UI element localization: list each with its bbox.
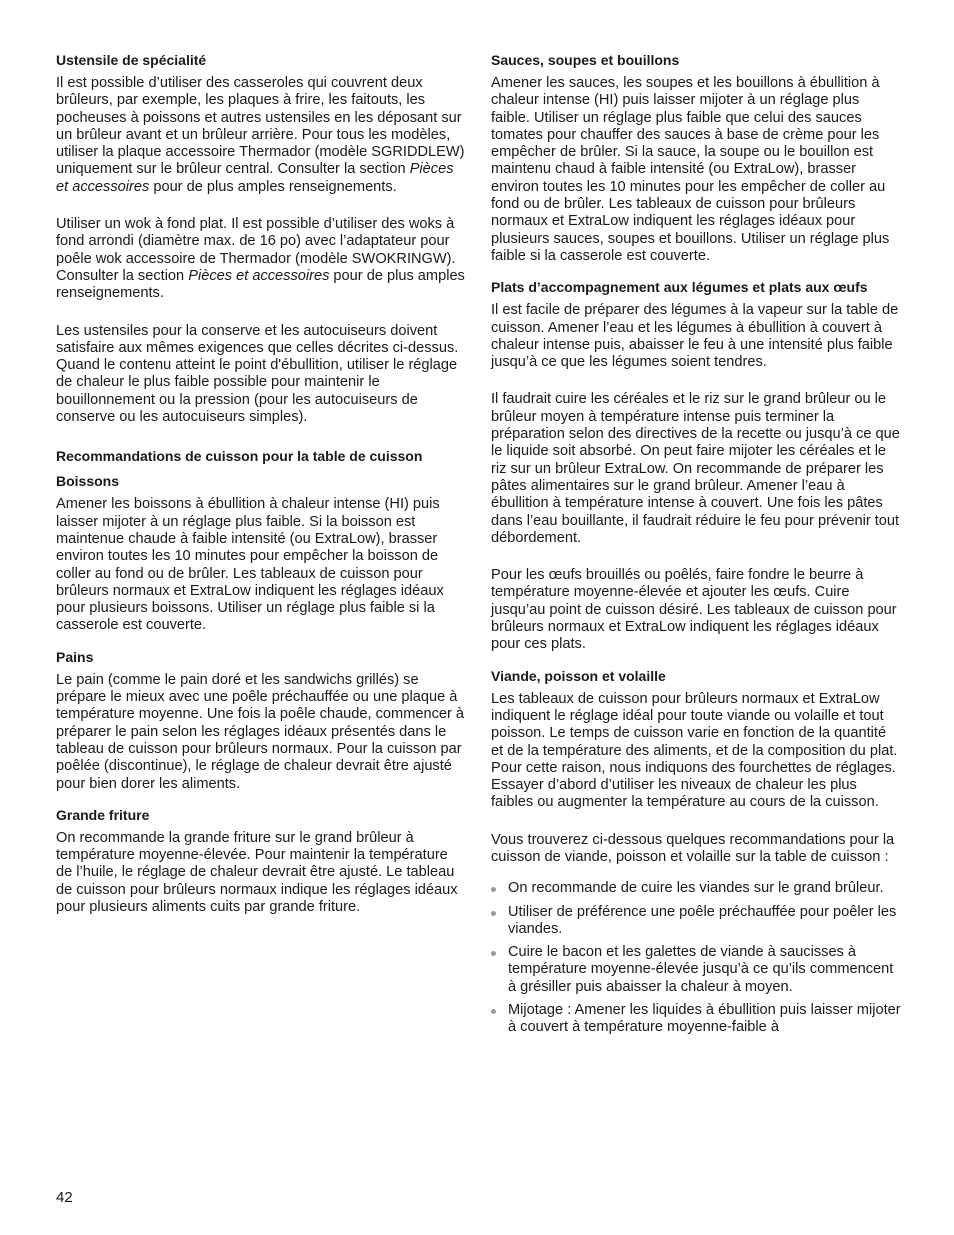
right-column: [491, 52, 901, 1043]
subsection-heading-friture: Grande friture: [56, 806, 150, 823]
section-heading-recommandations: Recommandations de cuisson pour la table de cuisson: [56, 448, 423, 465]
section-reference: Pièces et accessoires: [56, 161, 454, 195]
paragraph-sauces: Amener les sauces, les soupes et les bouillons à ébullition à chaleur intense (HI) puis laisser mijoter à un réglage plus faible. Utiliser un réglage plus faible que celui des sauces tomates pour chauffer des sauces à base de crème pour les empêcher de brûler. Si la sauce, la soupe ou le bouillon est maintenu chaud à faible intensité (ou ExtraLow), brasser environ toutes les 10 minutes pour les empêcher de coller au fond ou de brûler. Les tableaux de cuisson pour brûleurs normaux et ExtraLow indiquent les réglages idéaux pour plusieurs sauces, soupes et bouillons. Utiliser un réglage plus faible si la casserole est couverte.: [491, 75, 890, 264]
list-item-text: Cuire le bacon et les galettes de viande à saucisses à température moyenne-élevée jusqu’à ce qu’ils commencent à grésiller puis abaisser la chaleur à moyen.: [508, 944, 894, 995]
bullet-icon: [491, 1009, 496, 1014]
text-run: pour de plus amples renseignements.: [56, 267, 465, 302]
subsection-heading-plats: Plats d’accompagnement aux légumes et plats aux œufs: [491, 279, 868, 296]
paragraph-friture: On recommande la grande friture sur le grand brûleur à température moyenne-élevée. Pour maintenir la température de l’huile, le réglage de chaleur devrait être ajusté. Le tableau de cuisson pour brûleurs normaux indique les réglages idéaux pour plusieurs aliments cuits par grande friture.: [56, 829, 458, 915]
paragraph-plats-oeufs: Pour les œufs brouillés ou poêlés, faire fondre le beurre à température moyenne-élevée et ajouter les œufs. Cuire jusqu’au point de cuisson désiré. Les tableaux de cuisson pour brûleurs normaux et ExtraLow indiquent les réglages idéaux pour ces plats.: [491, 567, 897, 653]
section-reference: Pièces et accessoires: [188, 267, 330, 284]
list-item: [491, 1002, 901, 1037]
subsection-heading-sauces: Sauces, soupes et bouillons: [491, 52, 680, 68]
paragraph-viande-recommandations: Vous trouverez ci-dessous quelques recommandations pour la cuisson de viande, poisson et volaille sur la table de cuisson :: [491, 831, 895, 865]
list-item-text: On recommande de cuire les viandes sur le grand brûleur.: [508, 880, 884, 897]
left-column: [56, 52, 466, 936]
bullet-icon: [491, 911, 496, 916]
viande-bullet-list: [491, 880, 901, 1036]
list-item-text: Utiliser de préférence une poêle préchauffée pour poêler les viandes.: [508, 903, 897, 937]
bullet-icon: [491, 951, 496, 956]
subsection-heading-pains: Pains: [56, 648, 94, 665]
paragraph-ustensile-wok: [56, 216, 466, 302]
bullet-icon: [491, 887, 496, 892]
text-run: Utiliser un wok à fond plat. Il est possible d’utiliser des woks à fond arrondi (diamètre max. de 16 po) avec l’adaptateur pour poêle wok accessoire de Thermador (modèle SWOKRINGW). Consulter la section: [56, 216, 456, 284]
paragraph-ustensile-conserve: Les ustensiles pour la conserve et les autocuiseurs doivent satisfaire aux mêmes exigences que celles décrites ci-dessus. Quand le contenu atteint le point d'ébullition, utiliser le réglage de chaleur le plus faible possible pour maintenir le bouillonnement ou la pression (pour les autocuiseurs de conserve ou les autocuiseurs simples).: [56, 322, 459, 426]
list-item: [491, 944, 901, 996]
paragraph-ustensile-casseroles: [56, 75, 466, 196]
text-run: Il est possible d’utiliser des casseroles qui couvrent deux brûleurs, par exemple, les plaques à frire, les faitouts, les pocheuses à poissons et autres ustensiles en les déposant sur un brûleur avant et un brûleur arrière. Pour tous les modèles, utiliser la plaque accessoire Thermador (modèle SGRIDDLEW) uniquement sur le brûleur central. Consulter la section: [56, 75, 465, 178]
text-run: pour de plus amples renseignements.: [149, 178, 397, 195]
list-item-text: Mijotage : Amener les liquides à ébullition puis laisser mijoter à couvert à température moyenne-faible à: [508, 1002, 901, 1036]
paragraph-boissons: Amener les boissons à ébullition à chaleur intense (HI) puis laisser mijoter à un réglage plus faible. Si la boisson est maintenue chaude à faible intensité (ou ExtraLow), brasser environ toutes les 10 minutes pour empêcher la boisson de coller au fond ou de brûler. Les tableaux de cuisson pour brûleurs normaux et ExtraLow indiquent les réglages idéaux pour plusieurs boissons. Utiliser un réglage plus faible si la casserole est couverte.: [56, 496, 444, 634]
paragraph-plats-cereales: Il faudrait cuire les céréales et le riz sur le grand brûleur ou le brûleur moyen à température intense puis terminer la préparation selon des directives de la recette ou jusqu’à ce que le liquide soit absorbé. On peut faire mijoter les céréales et le riz sur un brûleur ExtraLow. On recommande de préparer les pâtes alimentaires sur le grand brûleur. Amener l’eau à ébullition à température intense à couvert. Une fois les pâtes dans l’eau bouillante, il faudrait réduire le feu pour prévenir tout débordement.: [491, 391, 900, 546]
paragraph-plats-legumes: Il est facile de préparer des légumes à la vapeur sur la table de cuisson. Amener l’eau et les légumes à ébullition à couvert à chaleur intense puis, abaisser le feu à une intensité plus faible jusqu’à ce que les légumes soient tendres.: [491, 302, 899, 371]
list-item: [491, 904, 901, 939]
subsection-heading-viande: Viande, poisson et volaille: [491, 667, 666, 684]
subsection-heading-boissons: Boissons: [56, 473, 120, 490]
page-number: 42: [56, 1189, 73, 1206]
paragraph-pains: Le pain (comme le pain doré et les sandwichs grillés) se prépare le mieux avec une poêle préchauffée ou une plaque à température moyenne. Une fois la poêle chaude, commencer à préparer le pain selon les réglages idéaux présentés dans le tableau de cuisson pour brûleurs normaux. Pour la cuisson par poêlée (discontinue), le réglage de chaleur devrait être ajusté pour bien dorer les aliments.: [56, 671, 465, 792]
section-heading-ustensile: Ustensile de spécialité: [56, 52, 207, 68]
paragraph-viande-tableaux: Les tableaux de cuisson pour brûleurs normaux et ExtraLow indiquent le réglage idéal pour toute viande ou volaille et tout poisson. Le temps de cuisson varie en fonction de la quantité et de la température des aliments, et de la composition du plat. Pour cette raison, nous indiquons des fourchettes de réglages. Essayer d’abord d’utiliser les niveaux de chaleur les plus faibles ou augmenter la température au cours de la cuisson.: [491, 690, 898, 811]
list-item: [491, 880, 901, 897]
